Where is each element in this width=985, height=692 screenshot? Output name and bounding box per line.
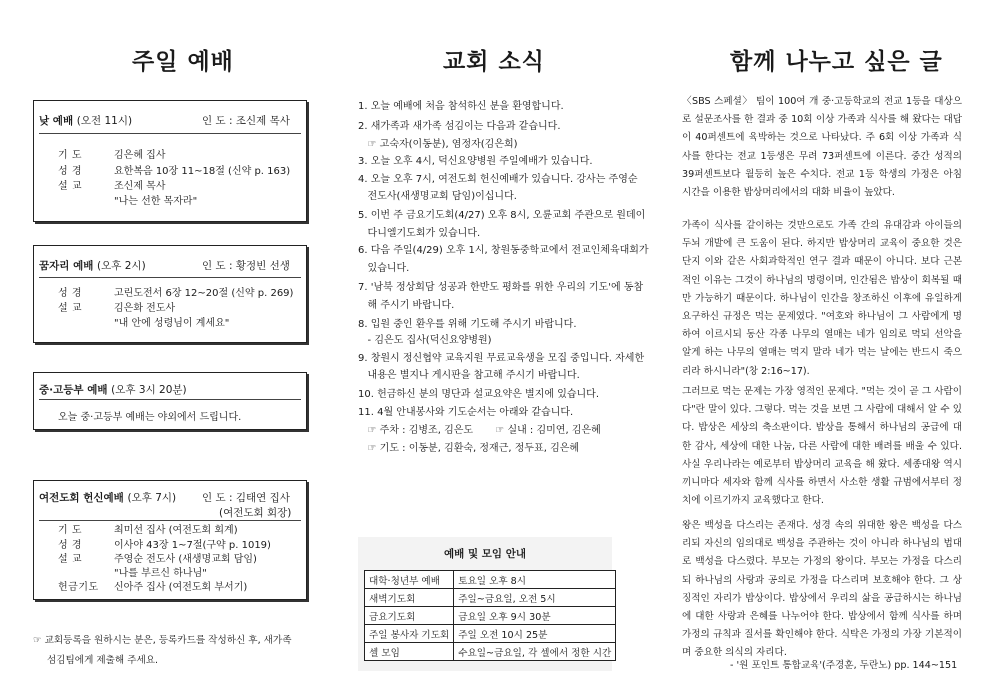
row-label: 기 도	[58, 150, 82, 161]
morning-leader: 인 도 : 조신제 목사	[202, 115, 290, 127]
womens-service-title	[39, 490, 176, 505]
essay-source: - '원 포인트 통합교육'(주경훈, 두란노) pp. 144~151	[730, 660, 958, 671]
row-value: 주영순 전도사 (새생명교회 담임)	[114, 554, 257, 565]
news-item: 있습니다.	[358, 263, 410, 274]
schedule-name: 새벽기도회	[365, 589, 454, 607]
news-item: 11. 4월 안내봉사와 기도순서는 아래와 같습니다.	[358, 407, 574, 418]
divider	[39, 277, 301, 278]
news-item: ☞ 기도 : 이동분, 김환숙, 정재근, 정두표, 김은혜	[358, 443, 580, 454]
row-value: 고린도전서 6장 12~20절 (신약 p. 269)	[114, 288, 294, 299]
news-item: - 김은도 집사(덕신요양병원)	[358, 335, 492, 346]
schedule-time: 토요일 오후 8시	[454, 571, 616, 589]
news-item: ☞ 고숙자(이동분), 염정자(김은희)	[358, 139, 518, 150]
womens-leader-role: (여전도회 회장)	[219, 507, 292, 519]
youth-service-title	[39, 382, 187, 397]
schedule-name: 셀 모임	[365, 643, 454, 661]
schedule-time: 금요일 오후 9시 30분	[454, 607, 616, 625]
schedule-time: 수요일~금요일, 각 셀에서 정한 시간	[454, 643, 616, 661]
news-item: 내용은 별지나 게시판을 참고해 주시기 바랍니다.	[358, 370, 580, 381]
news-item: 10. 헌금하신 분의 명단과 설교요약은 별지에 있습니다.	[358, 389, 600, 400]
registration-note-line2: 섬김팀에게 제출해 주세요.	[47, 655, 159, 666]
news-item: 해 주시기 바랍니다.	[358, 300, 455, 311]
essay-paragraph-1: 〈SBS 스페셜〉 팀이 100여 개 중·고등학교의 전교 1등을 대상으로 설문조사를 한 결과 중 10회 이상 가족과 식사를 해 왔다는 대답이 40퍼센트에 육박하는 것으로 나타났다. 주 6회 이상 가족과 식사를 한다는 전교 1등생은 무려 73퍼센트에 이른다. 중간 성적의 39퍼센트보다 월등히 높은 수치다. 전교 1등 학생의 가정은 아침 시간을 이용한 밥상머리에서의 대화 비율이 높았다.	[682, 96, 962, 199]
essay-paragraph-4: 왕은 백성을 다스리는 존재다. 성경 속의 위대한 왕은 백성을 다스리되 자신의 임의대로 백성을 주관하는 것이 아니라 하나님의 법대로 백성을 다스렸다. 부모는 가정의 왕이다. 부모는 가정을 다스리되 하나님의 사랑과 공의로 가정을 다스리며 보호해야 한다. 그 상징적인 자리가 밥상이다. 밥상에서 우리의 삶을 공급하시는 하나님에 대한 사랑과 은혜를 나누어야 한다. 밥상에서 함께 식사를 하며 가정의 규칙과 질서를 확인해야 한다. 식탁은 가정의 가장 기본적이며 중요한 의식의 자리다.	[682, 520, 962, 659]
news-item: 6. 다음 주일(4/29) 오후 1시, 창원동중학교에서 전교인체육대회가	[358, 245, 649, 256]
news-item: 전도사(새생명교회 담임)이십니다.	[358, 191, 517, 202]
table-row	[365, 571, 616, 589]
schedule-time: 주일~금요일, 오전 5시	[454, 589, 616, 607]
schedule-name: 대학·청년부 예배	[365, 571, 454, 589]
morning-service-title	[39, 113, 132, 128]
news-item: 3. 오늘 오후 4시, 덕신요양병원 주일예배가 있습니다.	[358, 156, 593, 167]
worship-heading: 주일 예배	[132, 49, 234, 75]
news-item: 4. 오늘 오후 7시, 여전도회 헌신예배가 있습니다. 강사는 주영순	[358, 174, 638, 185]
schedule-name: 금요기도회	[365, 607, 454, 625]
row-label: 헌금기도	[58, 582, 99, 593]
dream-service-box	[33, 245, 307, 343]
row-label: 설 교	[58, 554, 82, 565]
youth-notice: 오늘 중·고등부 예배는 야외에서 드립니다.	[58, 412, 242, 423]
youth-title-text: 중·고등부 예배	[39, 384, 108, 396]
schedule-box	[358, 537, 612, 671]
youth-service-box	[33, 372, 307, 430]
news-item: 8. 입원 중인 환우를 위해 기도해 주시기 바랍니다.	[358, 319, 577, 330]
row-value: 조신제 목사	[114, 181, 166, 192]
essay-paragraph-3: 그러므로 먹는 문제는 가장 영적인 문제다. "먹는 것이 곧 그 사람이다"란 말이 있다. 그렇다. 먹는 것을 보면 그 사람에 대해서 알 수 있다. 밥상은 세상의 축소판이다. 밥상을 통해서 하나님의 공급에 대한 감사, 세상에 대한 나눔, 다른 사람에 대한 배려를 배울 수 있다. 사실 우리나라는 예로부터 밥상머리 교육을 해 왔다. 세종대왕 역시 끼니마다 세자와 함께 식사를 하면서 사소한 생활 규범에서부터 정치에 이르기까지 교육했다고 한다.	[682, 386, 962, 507]
divider	[39, 133, 301, 134]
womens-service-box	[33, 480, 307, 600]
schedule-time: 주일 오전 10시 25분	[454, 625, 616, 643]
row-label: 성 경	[58, 540, 82, 551]
news-item: 5. 이번 주 금요기도회(4/27) 오후 8시, 오륜교회 주관으로 원데이	[358, 210, 646, 221]
table-row	[365, 643, 616, 661]
divider	[39, 399, 301, 400]
registration-note-line1: ☞ 교회등록을 원하시는 분은, 등록카드를 작성하신 후, 새가족	[33, 635, 292, 646]
womens-title-text: 여전도회 헌신예배	[39, 492, 124, 504]
sermon-title: "나는 선한 목자라"	[114, 196, 198, 207]
essay-paragraph-2: 가족이 식사를 같이하는 것만으로도 가족 간의 유대감과 아이들의 두뇌 개발에 큰 도움이 된다. 하지만 밥상머리 교육이 중요한 것은 단지 이와 같은 사회과학적인 연구 결과 때문이 아니다. 보다 근본적인 이유는 그것이 하나님의 명령이며, 인간됨은 밥상이 회복될 때만 가능하기 때문이다. 하나님이 인간을 창조하신 이후에 유일하게 요구하신 규정은 먹는 문제였다. "여호와 하나님이 그 사람에게 명하여 이르시되 동산 각종 나무의 열매는 네가 임의로 먹되 선악을 알게 하는 나무의 열매는 먹지 말라 네가 먹는 날에는 반드시 죽으리라 하시니라"(창 2:16~17).	[682, 220, 962, 377]
row-value: 신아주 집사 (여전도회 부서기)	[114, 582, 248, 593]
news-item: 1. 오늘 예배에 처음 참석하신 분을 환영합니다.	[358, 101, 564, 112]
morning-time: (오전 11시)	[76, 115, 133, 127]
row-label: 성 경	[58, 166, 82, 177]
row-label: 성 경	[58, 288, 82, 299]
schedule-name: 주일 봉사자 기도회	[365, 625, 454, 643]
news-item: 다니엘기도회가 있습니다.	[358, 228, 481, 239]
dream-service-title	[39, 258, 146, 273]
table-row	[365, 625, 616, 643]
youth-time: (오후 3시 20분)	[111, 384, 187, 396]
news-item: 7. '남북 정상회담 성공과 한반도 평화를 위한 우리의 기도'에 동참	[358, 282, 644, 293]
table-row	[365, 607, 616, 625]
news-heading: 교회 소식	[443, 49, 545, 75]
morning-title-text: 낮 예배	[39, 115, 74, 127]
evening-title-text: 꿈자리 예배	[39, 260, 94, 272]
row-value: 김은화 전도사	[114, 303, 176, 314]
evening-leader: 인 도 : 황정빈 선생	[202, 260, 290, 272]
sermon-title: "나를 부르신 하나님"	[114, 568, 207, 579]
share-heading: 함께 나누고 싶은 글	[730, 49, 943, 75]
row-value: 요한복음 10장 11~18절 (신약 p. 163)	[114, 166, 291, 177]
morning-service-box	[33, 100, 307, 222]
womens-time: (오후 7시)	[127, 492, 177, 504]
row-label: 기 도	[58, 525, 82, 536]
sermon-title: "내 안에 성령님이 계세요"	[114, 318, 230, 329]
schedule-title: 예배 및 모임 안내	[444, 548, 526, 560]
news-item: 9. 창원시 정신협약 교육지원 무료교육생을 모집 중입니다. 자세한	[358, 353, 645, 364]
news-item: ☞ 주차 : 김병조, 김은도 ☞ 실내 : 김미연, 김은혜	[358, 425, 601, 436]
row-label: 설 교	[58, 303, 82, 314]
row-value: 김은혜 집사	[114, 150, 166, 161]
row-value: 최미선 집사 (여전도회 회계)	[114, 525, 238, 536]
womens-leader: 인 도 : 김태연 집사	[202, 492, 290, 504]
row-value: 이사야 43장 1~7절(구약 p. 1019)	[114, 540, 271, 551]
row-label: 설 교	[58, 181, 82, 192]
schedule-table	[364, 570, 616, 661]
news-item: 2. 새가족과 새가족 섬김이는 다음과 같습니다.	[358, 121, 561, 132]
evening-time: (오후 2시)	[97, 260, 146, 272]
table-row	[365, 589, 616, 607]
